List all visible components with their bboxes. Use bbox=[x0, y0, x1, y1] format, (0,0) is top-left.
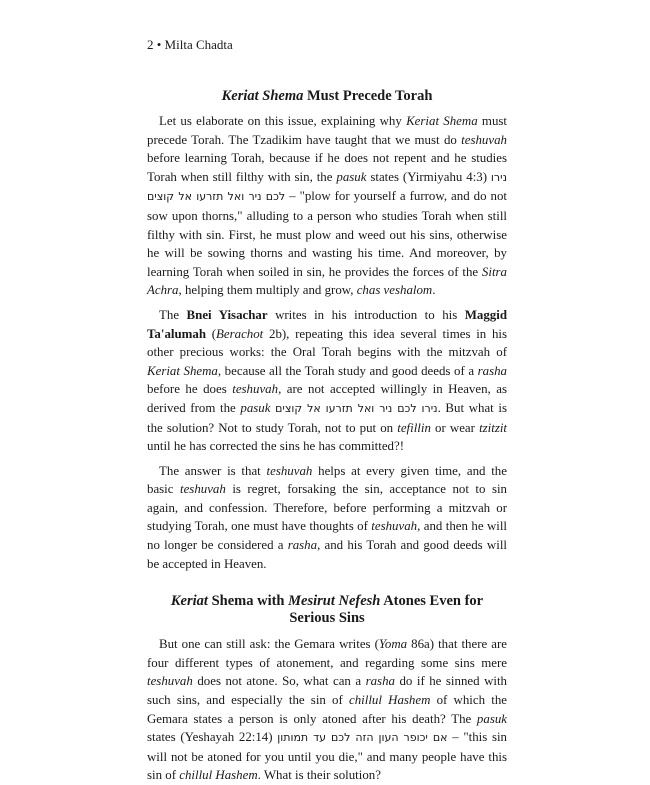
text-run: Let us elaborate on this issue, explaining why bbox=[159, 114, 407, 128]
text-run: ( bbox=[206, 326, 217, 341]
italic-term: chillul Hashem bbox=[349, 693, 431, 708]
text-run: of which the Gemara states a person is only atoned after his death? The bbox=[147, 693, 507, 726]
text-run: Atones Even for Serious Sins bbox=[289, 593, 484, 627]
italic-term: Sitra Achra bbox=[147, 264, 507, 298]
italic-term: teshuvah bbox=[266, 463, 313, 478]
italic-term: Berachot bbox=[216, 326, 264, 341]
italic-term: teshuvah bbox=[147, 674, 193, 689]
text-run: do if he sinned with such sins, and especially the sin of bbox=[147, 674, 507, 708]
italic-term: teshuvah bbox=[371, 519, 418, 534]
text-run: The answer is that bbox=[159, 463, 267, 478]
hebrew-quote: אם יכופר העון הזה לכם עד תמותון bbox=[277, 731, 448, 745]
text-run: – "plow for yourself a furrow, and do not sow upon thorns," alluding to a person who studies Torah when still filthy with sin. First, he must plow and weed out his sins, otherwise he will be sowing thorns and wasting his time. And moreover, by learning Torah when soiled in sin, he provides the forces of the bbox=[147, 189, 507, 279]
paragraph bbox=[147, 635, 507, 785]
text-run: The bbox=[159, 307, 187, 322]
section-heading bbox=[147, 88, 507, 105]
paragraph bbox=[147, 462, 507, 574]
italic-term: teshuvah bbox=[232, 382, 279, 397]
text-run: , helping them multiply and grow, bbox=[178, 283, 357, 298]
italic-term: pasuk bbox=[336, 169, 367, 184]
text-run: , and his Torah and good deeds will be accepted in Heaven. bbox=[147, 538, 507, 571]
italic-term: pasuk bbox=[476, 711, 507, 726]
text-run: 86a) that there are four different types of atonement, and regarding some sins mere bbox=[147, 637, 507, 670]
italic-term: rasha bbox=[477, 363, 507, 378]
italic-term: Mesirut Nefesh bbox=[288, 593, 381, 610]
italic-term: chas veshalom bbox=[356, 283, 433, 298]
text-run: Must Precede Torah bbox=[303, 88, 433, 104]
italic-term: tzitzit bbox=[479, 420, 508, 435]
italic-term: Keriat Shema bbox=[406, 114, 478, 128]
text-run: must precede Torah. The Tzadikim have taught that we must do bbox=[147, 114, 507, 147]
italic-term: teshuvah bbox=[180, 482, 226, 497]
running-head: 2 • Milta Chadta bbox=[147, 37, 233, 52]
text-run: 2b), repeating this idea several times in his other precious works: the Oral Torah begins with the mitzvah of bbox=[147, 326, 507, 360]
bold-title: Maggid Ta'alumah bbox=[147, 307, 508, 341]
italic-term: pasuk bbox=[240, 400, 271, 415]
italic-term: rasha bbox=[365, 674, 395, 689]
hebrew-quote: נירו לכם ניר ואל תזרעו אל קוצים bbox=[147, 170, 507, 204]
text-run: writes in his introduction to his bbox=[267, 307, 465, 322]
text-run: helps at every given time, and the basic bbox=[147, 463, 507, 497]
text-run: does not atone. So, what can a bbox=[192, 674, 366, 689]
italic-term: Yoma bbox=[378, 637, 408, 652]
hebrew-quote: נירו לכם ניר ואל תזרעו אל קוצים bbox=[275, 401, 438, 415]
text-run: But one can still ask: the Gemara writes ( bbox=[159, 637, 379, 652]
italic-term: teshuvah bbox=[461, 132, 507, 147]
text-run: . But what is the solution? Not to study Torah, not to put on bbox=[147, 400, 507, 435]
italic-term: Keriat Shema bbox=[221, 88, 304, 104]
italic-term: Keriat Shema bbox=[147, 363, 218, 378]
text-run: . bbox=[432, 283, 436, 298]
text-run: , are not accepted willingly in Heaven, as derived from the bbox=[147, 382, 507, 415]
text-run: states (Yirmiyahu 4:3) bbox=[366, 169, 491, 184]
text-run: or wear bbox=[430, 420, 480, 435]
text-run: Shema with bbox=[207, 593, 289, 610]
italic-term: rasha bbox=[287, 538, 318, 553]
text-run: – "this sin will not be atoned for you until you die," and many people have this sin of bbox=[147, 730, 507, 783]
paragraph bbox=[147, 306, 507, 456]
bold-title: Bnei Yisachar bbox=[186, 307, 268, 322]
text-run: , and then he will no longer be considered a bbox=[147, 519, 508, 553]
paragraph bbox=[147, 112, 507, 300]
italic-term: Keriat bbox=[170, 593, 208, 610]
body-text bbox=[147, 88, 507, 785]
text-run: , because all the Torah study and good deeds of a bbox=[217, 363, 478, 378]
text-run: is regret, forsaking the sin, acceptance not to sin again, and confession. Therefore, before performing a mitzvah or studying Torah, one must have thoughts of bbox=[147, 482, 507, 534]
italic-term: tefillin bbox=[397, 420, 431, 435]
text-run: states (Yeshayah 22:14) bbox=[147, 730, 278, 745]
italic-term: chillul Hashem bbox=[179, 768, 258, 783]
text-run: before he does bbox=[147, 382, 233, 397]
text-run: until he has corrected the sins he has committed?! bbox=[147, 439, 405, 454]
section-heading bbox=[147, 593, 507, 627]
text-run: . What is their solution? bbox=[257, 768, 381, 783]
text-run: before learning Torah, because if he does not repent and he studies Torah when still filthy with sin, the bbox=[147, 151, 507, 184]
